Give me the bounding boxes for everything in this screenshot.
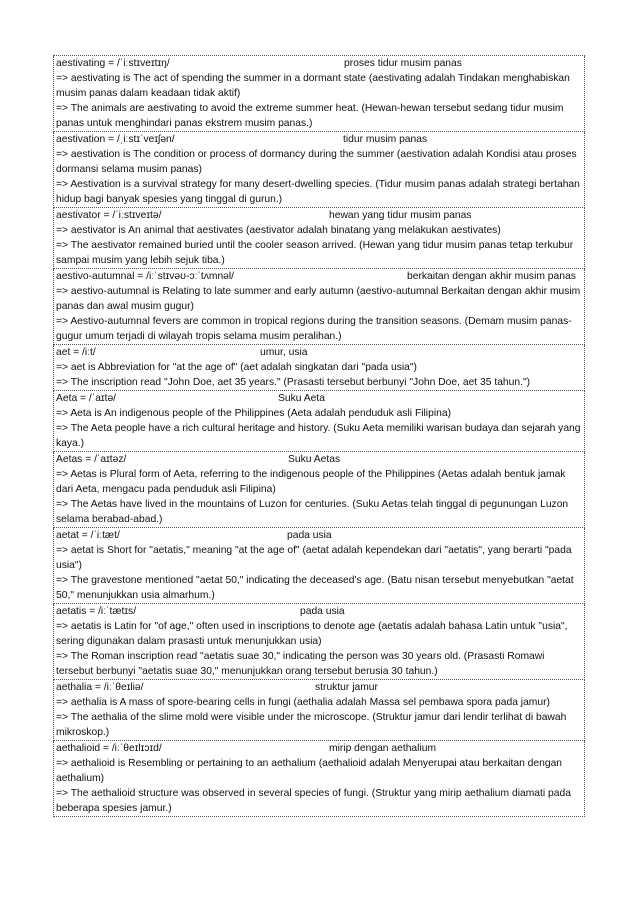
entry-translation: proses tidur musim panas — [344, 58, 462, 69]
entry-definition: => aestivation is The condition or process of dormancy during the summer (aestivation adalah Kondisi atau proses dormansi selama musim panas) — [56, 149, 577, 175]
entry-definition: => Aeta is An indigenous people of the Philippines (Aeta adalah penduduk asli Filipina) — [56, 408, 451, 419]
entry-headword: aestivation = /ˌiːstɪˈveɪʃən/ — [56, 134, 175, 145]
dictionary-entry — [53, 528, 585, 604]
entry-example: => The Aetas have lived in the mountains of Luzon for centuries. (Suku Aetas telah tinggal di pegunungan Luzon selama berabad-abad.) — [56, 499, 569, 525]
dictionary-entry — [53, 269, 585, 345]
entry-example: => The gravestone mentioned "aetat 50," indicating the deceased's age. (Batu nisan tersebut menyebutkan "aetat 50," menunjukkan usia almarhum.) — [56, 575, 574, 601]
entry-headword: aestivo-autumnal = /iːˈstɪvəʊ-ɔːˈtʌmnəl/ — [56, 271, 235, 282]
entry-definition: => aetat is Short for "aetatis," meaning "at the age of" (aetat adalah kependekan dari "aetatis", yang berarti "pada usia") — [56, 545, 572, 571]
dictionary-entry — [53, 604, 585, 680]
entry-headword: aestivator = /ˈiːstɪveɪtə/ — [56, 210, 162, 221]
entry-headword: Aeta = /ˈaɪtə/ — [56, 393, 117, 404]
entry-definition: => aethalioid is Resembling or pertaining to an aethalium (aethalioid adalah Menyerupai atau berkaitan dengan aethalium) — [56, 758, 563, 784]
entry-header — [56, 208, 582, 223]
entry-definition: => aestivating is The act of spending the summer in a dormant state (aestivating adalah Tindakan menghabiskan musim panas dalam keadaan tidak aktif) — [56, 73, 570, 99]
entry-header — [56, 56, 582, 71]
entry-header — [56, 452, 582, 467]
entry-headword: aet = /iːt/ — [56, 347, 96, 358]
entry-example: => The Roman inscription read "aetatis suae 30," indicating the person was 30 years old. (Prasasti Romawi tersebut berbunyi "aetatis suae 30," menunjukkan orang tersebut berusia 30 tahun.) — [56, 651, 545, 677]
entry-definition: => aet is Abbreviation for "at the age of" (aet adalah singkatan dari "pada usia") — [56, 362, 417, 373]
dictionary-entry — [53, 391, 585, 452]
entry-translation: pada usia — [287, 530, 332, 541]
entry-translation: pada usia — [300, 606, 345, 617]
entry-example: => The aethalioid structure was observed in several species of fungi. (Struktur yang mirip aethalium diamati pada beberapa spesies jamur.) — [56, 788, 571, 814]
dictionary-entry — [53, 680, 585, 741]
entry-header — [56, 604, 582, 619]
dictionary-entry — [53, 741, 585, 817]
entry-header — [56, 528, 582, 543]
entry-translation: umur, usia — [260, 347, 308, 358]
entry-definition: => aethalia is A mass of spore-bearing cells in fungi (aethalia adalah Massa sel pembawa spora pada jamur) — [56, 697, 550, 708]
entry-headword: aethalioid = /iːˈθeɪlɪɔɪd/ — [56, 743, 162, 754]
entry-header — [56, 269, 582, 284]
entry-example: => The aestivator remained buried until the cooler season arrived. (Hewan yang tidur musim panas tetap terkubur sampai musim yang lebih sejuk tiba.) — [56, 240, 574, 266]
entry-definition: => aestivo-autumnal is Relating to late summer and early autumn (aestivo-autumnal Berkaitan dengan akhir musim panas dan awal musim gugur) — [56, 286, 581, 312]
entry-example: => The aethalia of the slime mold were visible under the microscope. (Struktur jamur dari lendir terlihat di bawah mikroskop.) — [56, 712, 567, 738]
dictionary-entry — [53, 208, 585, 269]
entry-translation: mirip dengan aethalium — [329, 743, 437, 754]
entry-translation: hewan yang tidur musim panas — [329, 210, 472, 221]
dictionary-entry — [53, 345, 585, 391]
dictionary-table — [53, 55, 585, 817]
entry-translation: tidur musim panas — [343, 134, 428, 145]
entry-header — [56, 680, 582, 695]
entry-example: => The inscription read "John Doe, aet 35 years." (Prasasti tersebut berbunyi "John Doe, aet 35 tahun.") — [56, 377, 531, 388]
entry-translation: Suku Aeta — [278, 393, 325, 404]
dictionary-entry — [53, 452, 585, 528]
entry-example: => Aestivo-autumnal fevers are common in tropical regions during the transition seasons. (Demam musim panas-gugur umum terjadi di wilayah tropis selama musim peralihan.) — [56, 316, 572, 342]
dictionary-entry — [53, 56, 585, 132]
entry-translation: Suku Aetas — [288, 454, 341, 465]
entry-translation: struktur jamur — [315, 682, 378, 693]
entry-example: => The Aeta people have a rich cultural heritage and history. (Suku Aeta memiliki warisan budaya dan sejarah yang kaya.) — [56, 423, 581, 449]
dictionary-entry — [53, 132, 585, 208]
entry-example: => The animals are aestivating to avoid the extreme summer heat. (Hewan-hewan tersebut sedang tidur musim panas untuk menghindari panas ekstrem musim panas.) — [56, 103, 564, 129]
entry-translation: berkaitan dengan akhir musim panas — [407, 271, 576, 282]
entry-definition: => Aetas is Plural form of Aeta, referring to the indigenous people of the Philippines (Aetas adalah bentuk jamak dari Aeta, mengacu pada penduduk asli Filipina) — [56, 469, 566, 495]
entry-header — [56, 132, 582, 147]
entry-header — [56, 345, 582, 360]
entry-definition: => aestivator is An animal that aestivates (aestivator adalah binatang yang melakukan aestivates) — [56, 225, 501, 236]
entry-example: => Aestivation is a survival strategy for many desert-dwelling species. (Tidur musim panas adalah strategi bertahan hidup bagi banyak spesies yang tinggal di gurun.) — [56, 179, 580, 205]
entry-headword: aethalia = /iːˈθeɪliə/ — [56, 682, 144, 693]
entry-header — [56, 391, 582, 406]
entry-headword: Aetas = /ˈaɪtəz/ — [56, 454, 127, 465]
entry-definition: => aetatis is Latin for "of age," often used in inscriptions to denote age (aetatis adalah bahasa Latin untuk "usia", sering digunakan dalam prasasti untuk menunjukkan usia) — [56, 621, 568, 647]
entry-headword: aetat = /ˈiːtæt/ — [56, 530, 120, 541]
entry-headword: aestivating = /ˈiːstɪveɪtɪŋ/ — [56, 58, 170, 69]
entry-headword: aetatis = /iːˈtætɪs/ — [56, 606, 137, 617]
entry-header — [56, 741, 582, 756]
